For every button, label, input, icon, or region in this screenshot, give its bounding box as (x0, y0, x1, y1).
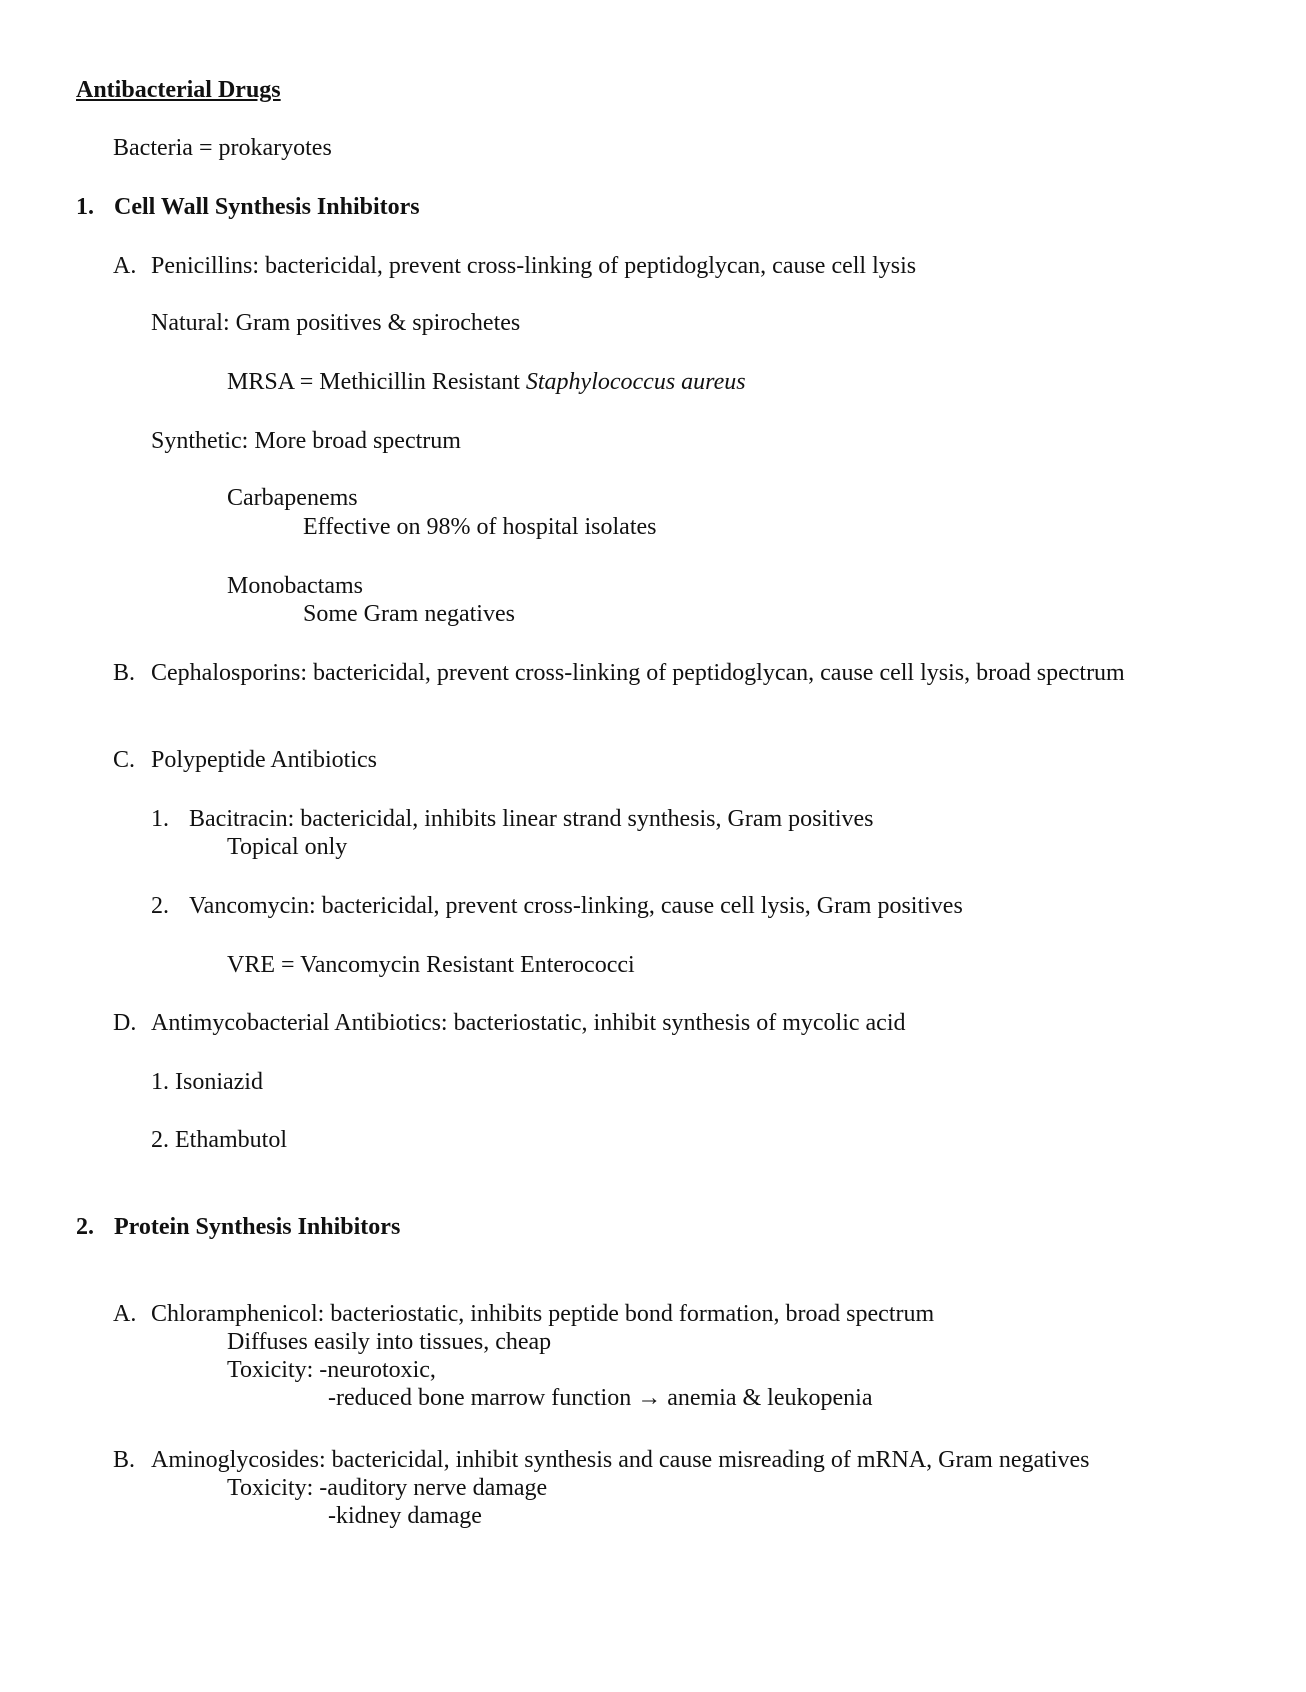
intro-line: Bacteria = prokaryotes (113, 135, 332, 161)
mrsa-species: Staphylococcus aureus (525, 369, 746, 395)
chloramphenicol-toxicity-2: -reduced bone marrow function → anemia & leukopenia (328, 1385, 873, 1411)
synthetic-penicillins: Synthetic: More broad spectrum (151, 428, 461, 454)
bacitracin-note: Topical only (227, 834, 348, 860)
section-2-a-text: Chloramphenicol: bacteriostatic, inhibits peptide bond formation, broad spectrum (151, 1301, 935, 1327)
section-1-a-letter: A. (113, 253, 137, 279)
aminoglycosides-toxicity-2: -kidney damage (328, 1503, 482, 1529)
page-title: Antibacterial Drugs (76, 77, 281, 103)
vancomycin-number: 2. (151, 893, 169, 919)
chloramphenicol-toxicity: Toxicity: -neurotoxic, (227, 1357, 436, 1383)
section-2-a-letter: A. (113, 1301, 137, 1327)
bacitracin (151, 805, 874, 833)
carbapenems-note: Effective on 98% of hospital isolates (303, 514, 657, 540)
bacitracin-text: Bacitracin: bactericidal, inhibits linear strand synthesis, Gram positives (189, 806, 874, 832)
section-1-b-letter: B. (113, 660, 136, 686)
monobactams: Monobactams (227, 573, 363, 599)
aminoglycosides-toxicity: Toxicity: -auditory nerve damage (227, 1475, 548, 1501)
section-2-title: Protein Synthesis Inhibitors (114, 1214, 401, 1240)
section-2-heading (76, 1213, 400, 1241)
section-2-b (113, 1446, 1089, 1474)
monobactams-note: Some Gram negatives (303, 601, 515, 627)
section-1-number: 1. (76, 194, 94, 220)
section-2-b-text: Aminoglycosides: bactericidal, inhibit synthesis and cause misreading of mRNA, Gram negatives (151, 1447, 1090, 1473)
section-1-b-text: Cephalosporins: bactericidal, prevent cross-linking of peptidoglycan, cause cell lysis, broad spectrum (151, 660, 1125, 686)
section-2-number: 2. (76, 1214, 94, 1240)
section-1-d-letter: D. (113, 1010, 137, 1036)
mrsa-line (227, 368, 746, 396)
section-1-c-letter: C. (113, 747, 136, 773)
bacitracin-number: 1. (151, 806, 169, 832)
section-1-c-text: Polypeptide Antibiotics (151, 747, 377, 773)
section-1-d-text: Antimycobacterial Antibiotics: bacteriostatic, inhibit synthesis of mycolic acid (151, 1010, 906, 1036)
ethambutol: 2. Ethambutol (151, 1127, 287, 1153)
section-1-c (113, 746, 377, 774)
mrsa-prefix: MRSA = Methicillin Resistant (227, 369, 526, 395)
chloramphenicol-note: Diffuses easily into tissues, cheap (227, 1329, 552, 1355)
vancomycin-text: Vancomycin: bactericidal, prevent cross-linking, cause cell lysis, Gram positives (189, 893, 963, 919)
section-2-b-letter: B. (113, 1447, 136, 1473)
section-1-a (113, 252, 916, 280)
section-1-title: Cell Wall Synthesis Inhibitors (114, 194, 420, 220)
section-1-b (113, 659, 1125, 687)
section-1-a-text: Penicillins: bactericidal, prevent cross-linking of peptidoglycan, cause cell lysis (151, 253, 917, 279)
section-2-a (113, 1300, 934, 1328)
section-1-heading (76, 193, 420, 221)
vre-line: VRE = Vancomycin Resistant Enterococci (227, 952, 635, 978)
isoniazid: 1. Isoniazid (151, 1069, 263, 1095)
natural-penicillins: Natural: Gram positives & spirochetes (151, 310, 521, 336)
vancomycin (151, 892, 963, 920)
section-1-d (113, 1009, 906, 1037)
carbapenems: Carbapenems (227, 485, 358, 511)
